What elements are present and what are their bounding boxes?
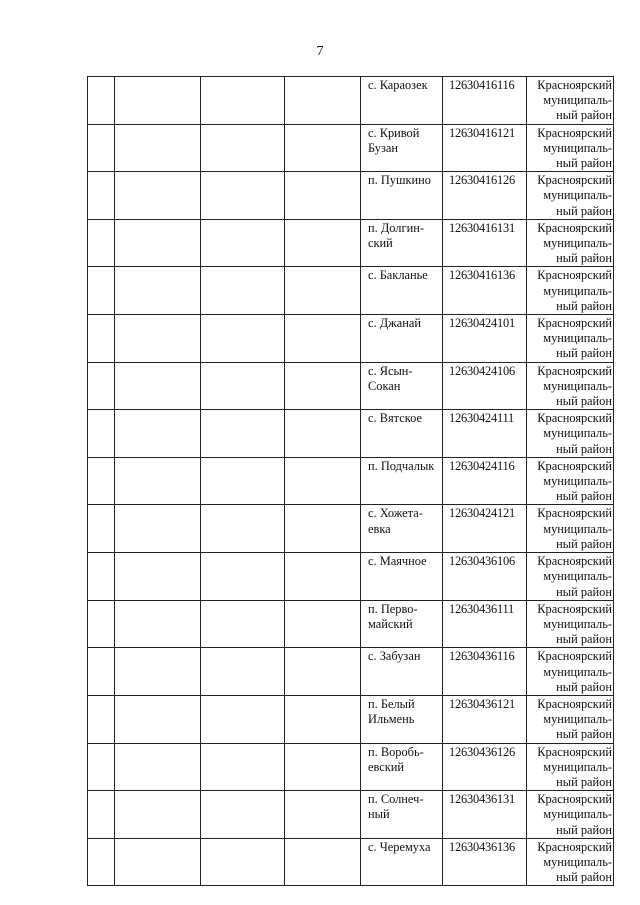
settlement-name-line: п. Долгин- <box>368 220 424 235</box>
district-cell <box>527 648 614 696</box>
settlement-name-cell <box>361 791 443 839</box>
empty-cell <box>115 600 201 648</box>
district-line: муниципаль- <box>543 664 612 679</box>
district-line: муниципаль- <box>543 236 612 251</box>
settlement-name-cell <box>361 600 443 648</box>
settlement-name-cell <box>361 553 443 601</box>
oktmo-code: 12630436111 <box>449 601 515 616</box>
district-line: ный район <box>556 203 612 218</box>
empty-cell <box>201 553 285 601</box>
district-cell <box>527 457 614 505</box>
table-row <box>88 648 614 696</box>
settlements-table <box>87 76 614 886</box>
empty-cell <box>115 838 201 886</box>
district-line: ный район <box>556 727 612 742</box>
settlement-name-line: п. Перво- <box>368 601 418 616</box>
district-line: Красноярский <box>537 744 612 759</box>
district-line: ный район <box>556 679 612 694</box>
district-line: Красноярский <box>537 316 612 331</box>
table-row <box>88 362 614 410</box>
table-row <box>88 743 614 791</box>
oktmo-code-cell <box>443 838 527 886</box>
district-line: муниципаль- <box>543 188 612 203</box>
table-row <box>88 410 614 458</box>
settlement-name-cell <box>361 77 443 125</box>
row-number-cell <box>88 648 115 696</box>
district-cell <box>527 791 614 839</box>
settlement-name-line: Сокан <box>368 378 401 393</box>
district-line: муниципаль- <box>543 283 612 298</box>
empty-cell <box>285 600 361 648</box>
row-number-cell <box>88 77 115 125</box>
row-number-cell <box>88 553 115 601</box>
settlement-name-line: п. Белый <box>368 696 415 711</box>
oktmo-code: 12630416131 <box>449 220 515 235</box>
oktmo-code: 12630424111 <box>449 411 515 426</box>
oktmo-code-cell <box>443 553 527 601</box>
table-row <box>88 457 614 505</box>
settlement-name-line: п. Солнеч- <box>368 792 424 807</box>
district-line: ный район <box>556 441 612 456</box>
district-line: муниципаль- <box>543 426 612 441</box>
oktmo-code: 12630436106 <box>449 554 515 569</box>
district-line: Красноярский <box>537 173 612 188</box>
table-row <box>88 77 614 125</box>
district-line: муниципаль- <box>543 759 612 774</box>
oktmo-code-cell <box>443 695 527 743</box>
district-cell <box>527 600 614 648</box>
empty-cell <box>285 267 361 315</box>
empty-cell <box>285 791 361 839</box>
empty-cell <box>115 505 201 553</box>
row-number-cell <box>88 315 115 363</box>
district-line: муниципаль- <box>543 712 612 727</box>
district-line: Красноярский <box>537 411 612 426</box>
settlement-name-line: майский <box>368 616 413 631</box>
oktmo-code-cell <box>443 77 527 125</box>
oktmo-code-cell <box>443 362 527 410</box>
row-number-cell <box>88 362 115 410</box>
settlement-name-cell <box>361 124 443 172</box>
empty-cell <box>285 648 361 696</box>
table-row <box>88 791 614 839</box>
empty-cell <box>285 77 361 125</box>
district-line: муниципаль- <box>543 474 612 489</box>
district-line: муниципаль- <box>543 569 612 584</box>
district-line: Красноярский <box>537 554 612 569</box>
empty-cell <box>201 743 285 791</box>
oktmo-code-cell <box>443 410 527 458</box>
district-line: муниципаль- <box>543 378 612 393</box>
district-line: ный район <box>556 536 612 551</box>
table-row <box>88 219 614 267</box>
district-cell <box>527 315 614 363</box>
settlement-name-line: с. Забузан <box>368 649 421 664</box>
settlement-name-line: с. Бакланье <box>368 268 428 283</box>
oktmo-code-cell <box>443 505 527 553</box>
empty-cell <box>201 505 285 553</box>
district-cell <box>527 553 614 601</box>
empty-cell <box>115 77 201 125</box>
table-row <box>88 124 614 172</box>
district-line: Красноярский <box>537 792 612 807</box>
district-cell <box>527 172 614 220</box>
row-number-cell <box>88 172 115 220</box>
oktmo-code-cell <box>443 124 527 172</box>
district-line: муниципаль- <box>543 331 612 346</box>
district-cell <box>527 219 614 267</box>
table-row <box>88 315 614 363</box>
empty-cell <box>115 219 201 267</box>
empty-cell <box>201 315 285 363</box>
empty-cell <box>115 315 201 363</box>
row-number-cell <box>88 410 115 458</box>
empty-cell <box>201 172 285 220</box>
empty-cell <box>201 648 285 696</box>
table-body <box>88 77 614 886</box>
empty-cell <box>201 838 285 886</box>
settlement-name-cell <box>361 838 443 886</box>
empty-cell <box>285 124 361 172</box>
settlement-name-line: п. Подчалык <box>368 458 435 473</box>
oktmo-code-cell <box>443 219 527 267</box>
oktmo-code: 12630424106 <box>449 363 515 378</box>
empty-cell <box>201 267 285 315</box>
district-line: Красноярский <box>537 268 612 283</box>
empty-cell <box>115 362 201 410</box>
district-line: ный район <box>556 822 612 837</box>
settlement-name-cell <box>361 505 443 553</box>
empty-cell <box>115 648 201 696</box>
empty-cell <box>201 219 285 267</box>
settlement-name-cell <box>361 267 443 315</box>
settlement-name-line: с. Кривой <box>368 125 420 140</box>
district-line: Красноярский <box>537 125 612 140</box>
district-cell <box>527 77 614 125</box>
empty-cell <box>115 172 201 220</box>
district-line: ный район <box>556 774 612 789</box>
district-line: муниципаль- <box>543 521 612 536</box>
row-number-cell <box>88 124 115 172</box>
district-line: ный район <box>556 870 612 885</box>
settlement-name-cell <box>361 315 443 363</box>
district-line: ный район <box>556 489 612 504</box>
district-line: ный район <box>556 156 612 171</box>
oktmo-code-cell <box>443 648 527 696</box>
settlement-name-line: с. Маячное <box>368 554 427 569</box>
settlement-name-cell <box>361 648 443 696</box>
settlement-name-cell <box>361 172 443 220</box>
district-line: муниципаль- <box>543 93 612 108</box>
empty-cell <box>201 695 285 743</box>
oktmo-code: 12630436126 <box>449 744 515 759</box>
oktmo-code-cell <box>443 457 527 505</box>
table-row <box>88 505 614 553</box>
oktmo-code-cell <box>443 315 527 363</box>
settlement-name-cell <box>361 362 443 410</box>
row-number-cell <box>88 695 115 743</box>
district-cell <box>527 267 614 315</box>
district-line: Красноярский <box>537 78 612 92</box>
table-row <box>88 838 614 886</box>
district-line: Красноярский <box>537 363 612 378</box>
row-number-cell <box>88 457 115 505</box>
oktmo-code: 12630416126 <box>449 173 515 188</box>
district-line: Красноярский <box>537 601 612 616</box>
empty-cell <box>201 410 285 458</box>
settlement-name-line: евский <box>368 759 405 774</box>
district-line: Красноярский <box>537 506 612 521</box>
oktmo-code-cell <box>443 743 527 791</box>
empty-cell <box>285 553 361 601</box>
oktmo-code-cell <box>443 600 527 648</box>
district-cell <box>527 410 614 458</box>
district-line: ный район <box>556 346 612 361</box>
empty-cell <box>285 457 361 505</box>
row-number-cell <box>88 219 115 267</box>
settlement-name-cell <box>361 695 443 743</box>
empty-cell <box>285 410 361 458</box>
empty-cell <box>115 124 201 172</box>
district-line: ный район <box>556 108 612 123</box>
district-line: Красноярский <box>537 220 612 235</box>
settlement-name-line: п. Пушкино <box>368 173 431 188</box>
district-cell <box>527 743 614 791</box>
empty-cell <box>285 172 361 220</box>
settlement-name-cell <box>361 457 443 505</box>
oktmo-code: 12630416116 <box>449 78 515 92</box>
district-line: ный район <box>556 394 612 409</box>
settlement-name-cell <box>361 219 443 267</box>
oktmo-code-cell <box>443 791 527 839</box>
settlement-name-line: с. Ясын- <box>368 363 413 378</box>
empty-cell <box>115 743 201 791</box>
oktmo-code: 12630424121 <box>449 506 515 521</box>
oktmo-code: 12630436136 <box>449 839 515 854</box>
row-number-cell <box>88 791 115 839</box>
settlement-name-cell <box>361 743 443 791</box>
district-line: Красноярский <box>537 696 612 711</box>
empty-cell <box>285 219 361 267</box>
district-cell <box>527 362 614 410</box>
district-cell <box>527 838 614 886</box>
oktmo-code: 12630416121 <box>449 125 515 140</box>
district-line: ный район <box>556 632 612 647</box>
district-line: муниципаль- <box>543 616 612 631</box>
settlement-name-line: ный <box>368 807 390 822</box>
empty-cell <box>285 695 361 743</box>
settlement-name-line: Ильмень <box>368 712 415 727</box>
oktmo-code: 12630436121 <box>449 696 515 711</box>
empty-cell <box>285 505 361 553</box>
district-line: ный район <box>556 298 612 313</box>
empty-cell <box>115 457 201 505</box>
settlement-name-line: Бузан <box>368 140 399 155</box>
empty-cell <box>201 457 285 505</box>
district-cell <box>527 505 614 553</box>
settlement-name-line: с. Хожета- <box>368 506 423 521</box>
settlement-name-line: с. Вятское <box>368 411 422 426</box>
table-row <box>88 172 614 220</box>
settlement-name-cell <box>361 410 443 458</box>
table-row <box>88 553 614 601</box>
table-row <box>88 600 614 648</box>
oktmo-code-cell <box>443 267 527 315</box>
empty-cell <box>115 695 201 743</box>
settlement-name-line: евка <box>368 521 391 536</box>
district-cell <box>527 695 614 743</box>
settlement-name-line: с. Джанай <box>368 316 421 331</box>
empty-cell <box>115 267 201 315</box>
page-number: 7 <box>316 44 324 59</box>
oktmo-code-cell <box>443 172 527 220</box>
empty-cell <box>115 791 201 839</box>
row-number-cell <box>88 743 115 791</box>
settlement-name-line: с. Караозек <box>368 78 428 92</box>
district-line: ный район <box>556 584 612 599</box>
table-row <box>88 695 614 743</box>
settlement-name-line: ский <box>368 236 393 251</box>
empty-cell <box>285 743 361 791</box>
empty-cell <box>201 600 285 648</box>
empty-cell <box>285 362 361 410</box>
row-number-cell <box>88 505 115 553</box>
district-line: муниципаль- <box>543 854 612 869</box>
district-line: ный район <box>556 251 612 266</box>
district-line: муниципаль- <box>543 807 612 822</box>
oktmo-code: 12630424116 <box>449 458 515 473</box>
oktmo-code: 12630436131 <box>449 792 515 807</box>
empty-cell <box>115 553 201 601</box>
district-cell <box>527 124 614 172</box>
district-line: Красноярский <box>537 458 612 473</box>
row-number-cell <box>88 267 115 315</box>
row-number-cell <box>88 600 115 648</box>
empty-cell <box>201 791 285 839</box>
settlement-name-line: п. Воробь- <box>368 744 424 759</box>
oktmo-code: 12630436116 <box>449 649 515 664</box>
empty-cell <box>201 124 285 172</box>
empty-cell <box>201 77 285 125</box>
empty-cell <box>201 362 285 410</box>
district-line: Красноярский <box>537 839 612 854</box>
district-line: муниципаль- <box>543 140 612 155</box>
district-line: Красноярский <box>537 649 612 664</box>
empty-cell <box>115 410 201 458</box>
empty-cell <box>285 838 361 886</box>
oktmo-code: 12630416136 <box>449 268 515 283</box>
table-row <box>88 267 614 315</box>
oktmo-code: 12630424101 <box>449 316 515 331</box>
row-number-cell <box>88 838 115 886</box>
settlement-name-line: с. Черемуха <box>368 839 431 854</box>
empty-cell <box>285 315 361 363</box>
